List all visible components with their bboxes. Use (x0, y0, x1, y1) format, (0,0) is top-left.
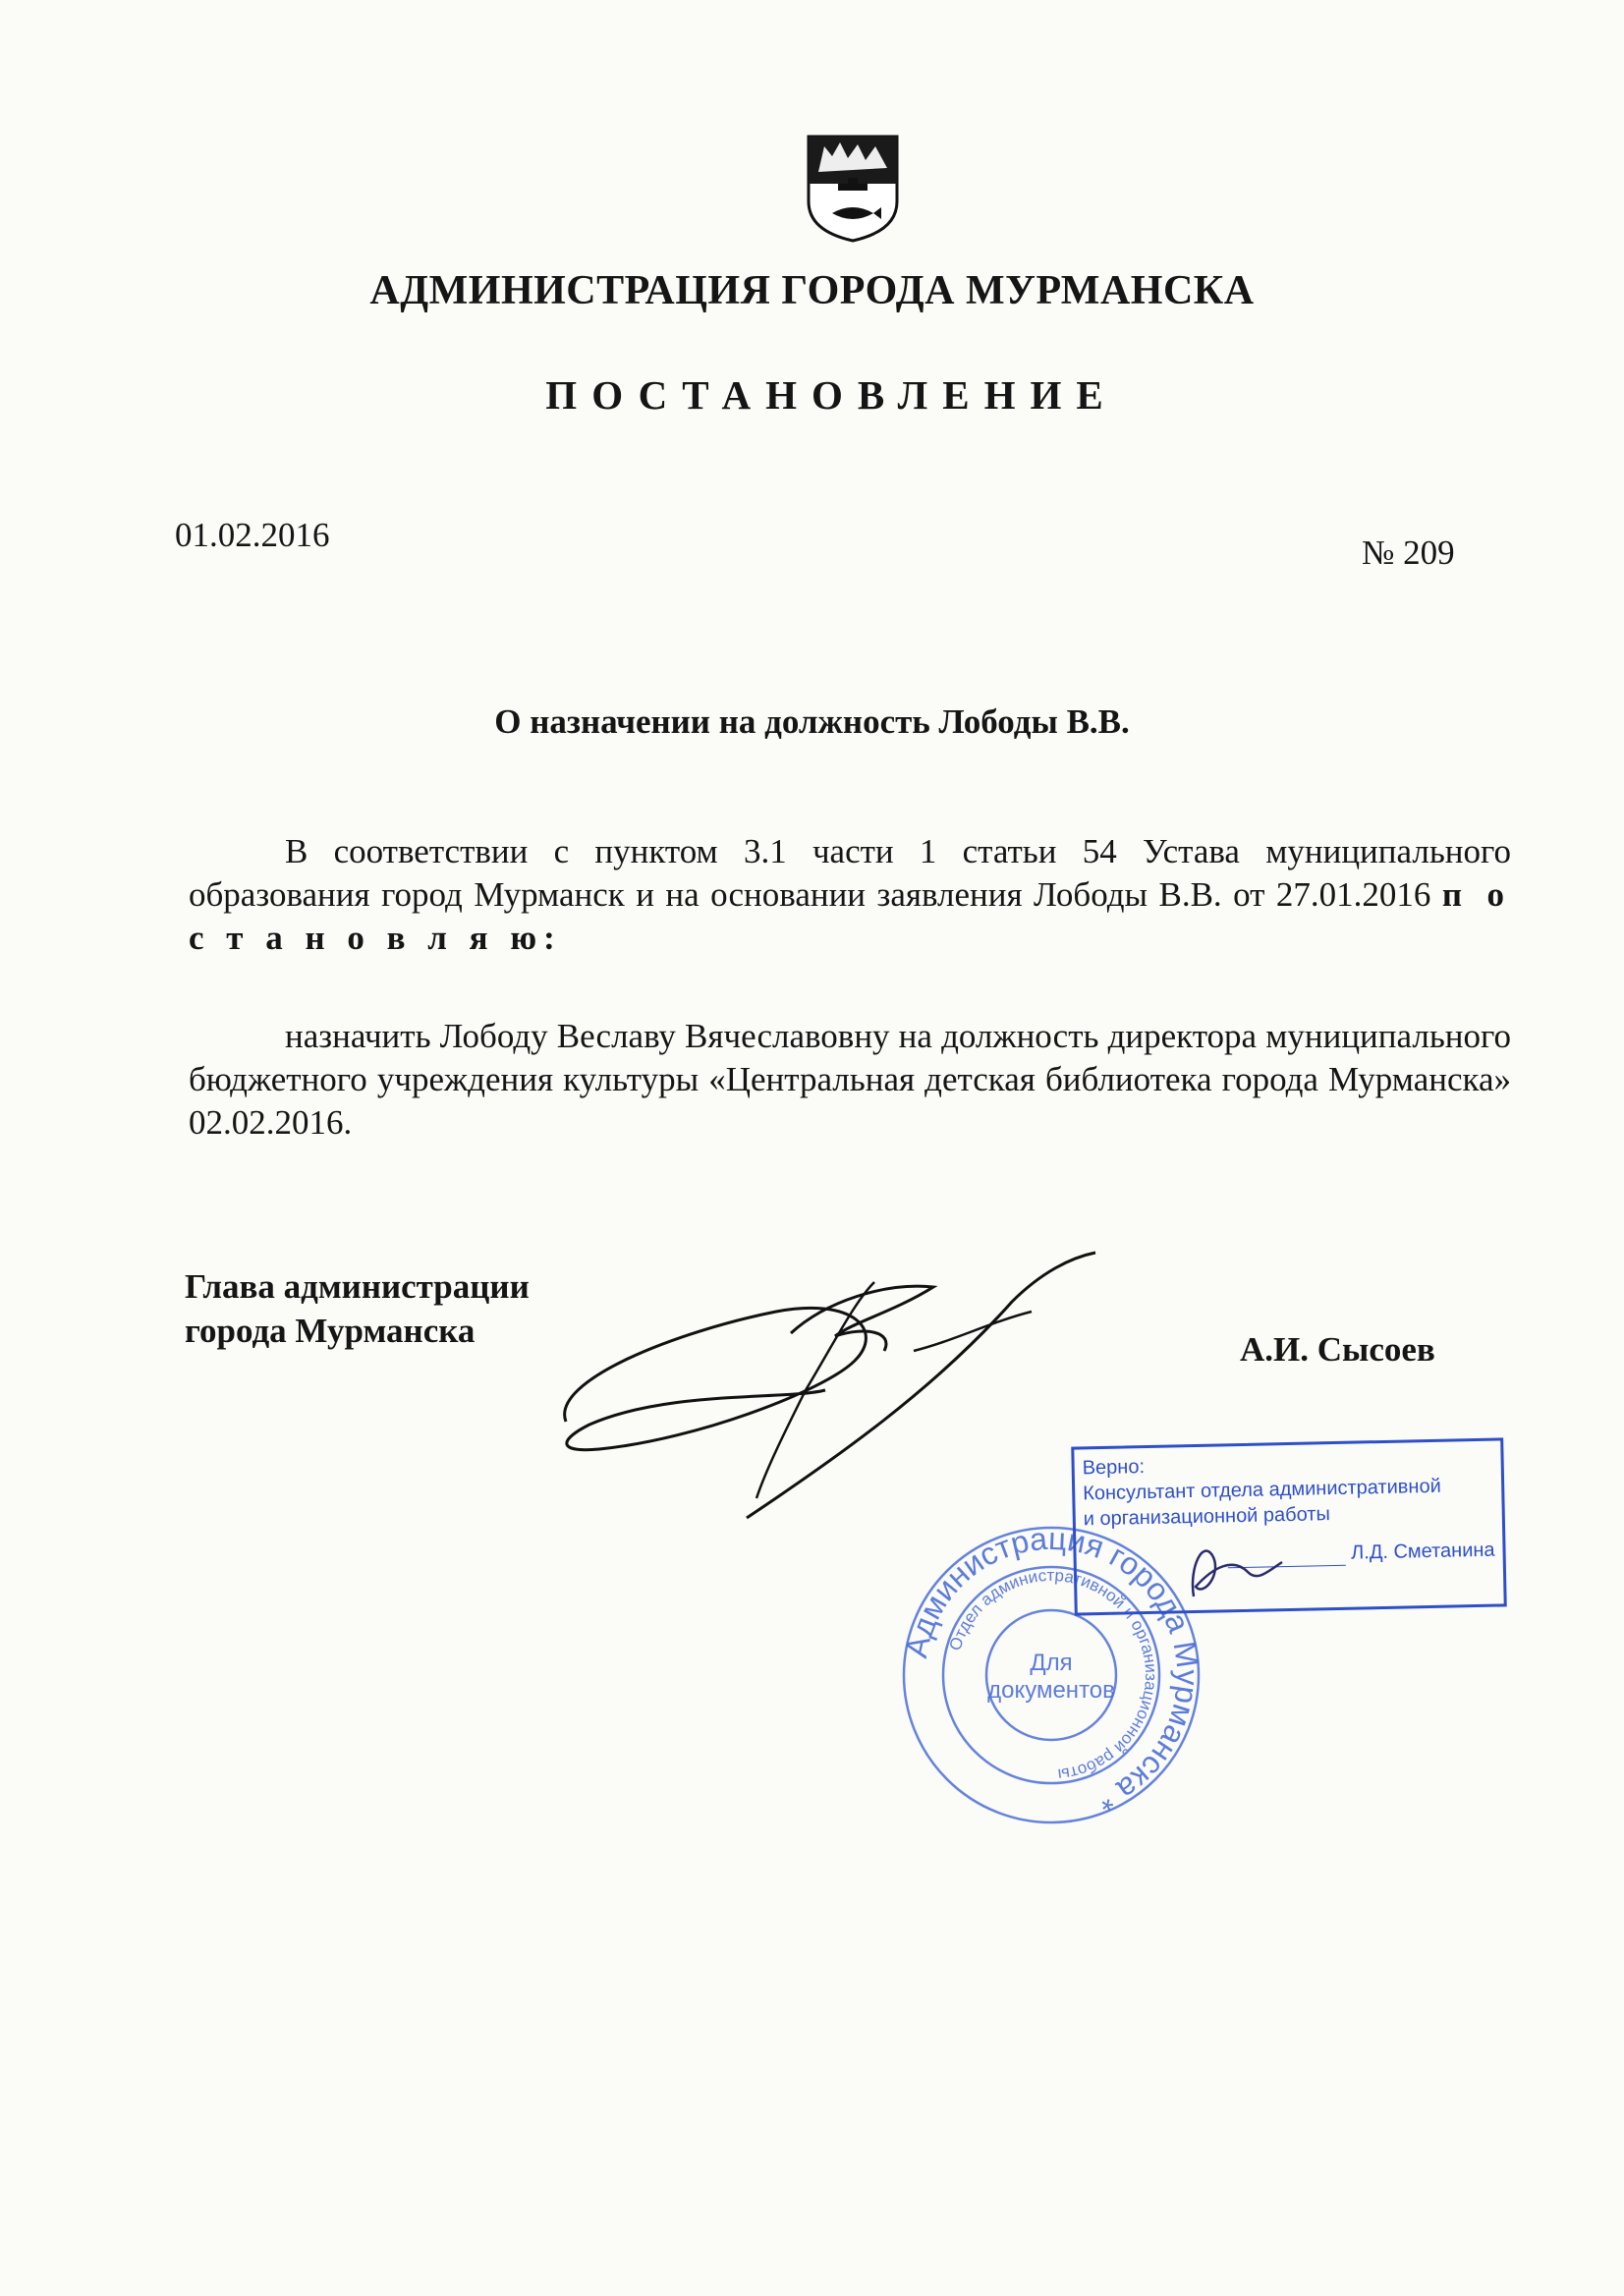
stamp-line-verified: Верно: (1082, 1456, 1146, 1480)
seal-inner-text: Отдел административной и организационной работы (945, 1565, 1161, 1784)
decision-paragraph (189, 1015, 1511, 1145)
stamp-name: Л.Д. Сметанина (1350, 1539, 1495, 1564)
preamble-text: В соответствии с пунктом 3.1 части 1 статьи 54 Устава муниципального образования город Мурманск и на основании заявления Лободы В.В. от 27.01.2016 (189, 832, 1511, 914)
document-date: 01.02.2016 (175, 516, 330, 554)
document-subject: О назначении на должность Лободы В.В. (494, 702, 1130, 741)
stamp-line-position: Консультант отдела административной (1083, 1475, 1441, 1505)
seal-center-line2: документов (987, 1677, 1115, 1704)
resolve-word: п о с т а н о в л я ю: (189, 875, 1512, 957)
certifier-signature (1174, 1528, 1292, 1606)
signatory-name: А.И. Сысоев (1240, 1330, 1435, 1369)
decision-text: назначить Лободу Веславу Вячеславовну на должность директора муниципального бюджетного учреждения культуры «Центральная детская библиотека города Мурманска» 02.02.2016. (189, 1017, 1511, 1142)
signatory-position-line1: Глава администрации (185, 1267, 530, 1306)
preamble-paragraph (189, 830, 1511, 960)
seal-outer-text: Администрация города Мурманска * (898, 1520, 1206, 1820)
document-type-title: ПОСТАНОВЛЕНИЕ (545, 372, 1118, 418)
handwritten-signature (560, 1243, 1149, 1538)
stamp-line-department: и организационной работы (1083, 1503, 1331, 1531)
city-coat-of-arms (805, 133, 901, 244)
document-number: № 209 (1362, 533, 1455, 572)
seal-center-line1: Для (1030, 1650, 1073, 1676)
signatory-position-line2: города Мурманска (185, 1312, 476, 1350)
organization-title: АДМИНИСТРАЦИЯ ГОРОДА МУРМАНСКА (369, 268, 1255, 313)
